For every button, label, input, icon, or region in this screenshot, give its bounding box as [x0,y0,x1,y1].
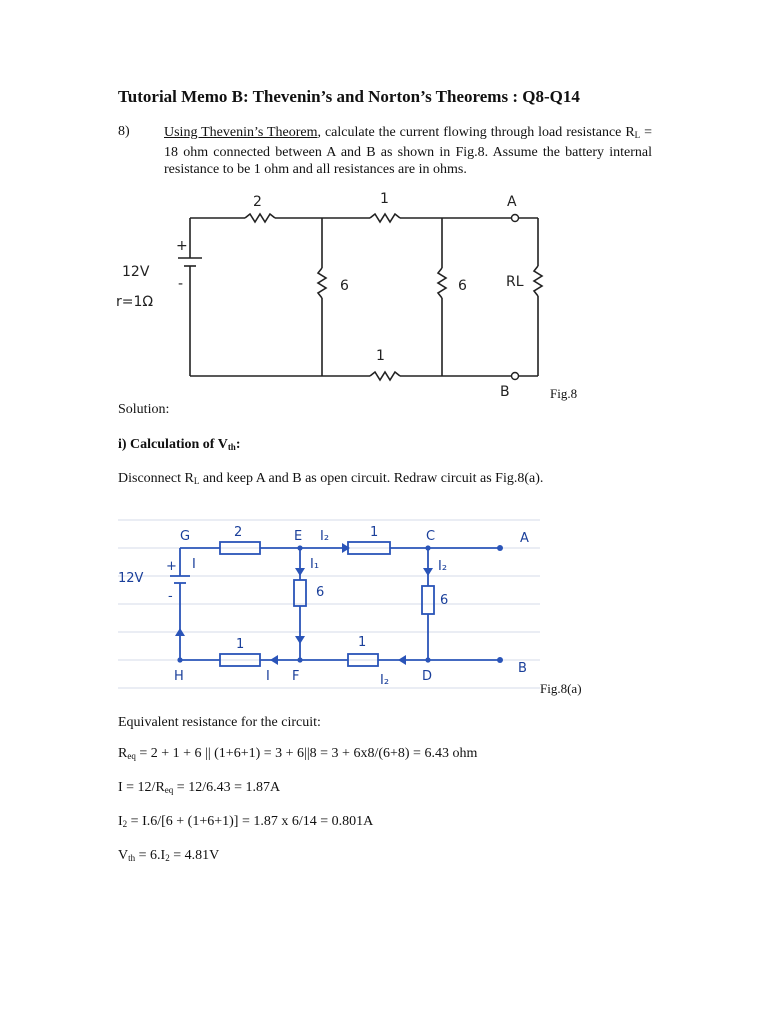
equation-i [118,780,280,796]
equation-vth-rhs: = 4.81V [169,848,220,863]
fig8a-resistor-cd [422,586,434,614]
fig8a-label-b: B [518,661,527,676]
section-heading-suffix: : [235,437,241,452]
fig8a-label-i2-bottom: I₂ [380,673,390,688]
fig8-wires [178,214,542,380]
fig8a-label-6-left: 6 [316,585,325,600]
equation-req-lhs: R [118,746,128,761]
fig8-caption: Fig.8 [550,386,578,401]
disconnect-text-part1: Disconnect R [118,471,194,486]
fig8a-paper-lines [118,520,540,688]
fig8a-label-a: A [520,531,529,546]
question-lead: Using Thevenin’s Theorem [164,125,318,140]
equation-i2-sub: 2 [122,819,128,829]
equation-i-rhs: = 12/6.43 = 1.87A [173,780,281,795]
fig8a-node-e-dot [297,545,302,550]
fig8-resistor-2 [245,214,275,222]
fig8a-terminal-b [497,657,503,663]
section-heading-prefix: i) Calculation of V [118,437,228,452]
equation-req-sub: eq [127,751,136,761]
fig8-resistor-1-top [370,214,400,222]
fig8-label-6-left: 6 [340,278,349,294]
disconnect-instruction [118,471,543,487]
fig8a-battery-minus: - [168,589,173,604]
disconnect-text-part2: and keep A and B as open circuit. Redraw circuit as Fig.8(a). [199,471,544,486]
fig8-resistor-1-bottom [370,372,400,380]
fig8a-resistor-ef [294,580,306,606]
fig8-load-resistor [534,266,542,296]
fig8a-arrow-i1-down [295,636,305,644]
question-text-part1: , calculate the current flowing through load resistance R [317,125,635,140]
fig8a-node-h-dot [177,657,182,662]
fig8-label-1-bottom: 1 [376,348,385,364]
figure-8-circuit [100,188,570,398]
fig8a-battery-voltage: 12V [118,571,144,586]
fig8-label-a: A [507,194,517,210]
fig8a-label-i2-right: I₂ [438,559,448,574]
equation-i2 [118,814,373,830]
fig8a-arrow-i-bottom [270,655,278,665]
fig8-battery-minus: - [178,276,184,292]
equation-vth-sub2: 2 [165,853,170,863]
fig8a-battery-plus: + [166,559,177,574]
fig8-label-b: B [500,384,510,398]
fig8a-label-e: E [294,529,303,544]
fig8a-label-i1: I₁ [310,557,320,572]
fig8-resistor-6-left [318,268,326,298]
fig8a-arrow-i2-right [423,568,433,576]
figure-8a-circuit [118,512,540,692]
section-heading-vth [118,437,241,453]
fig8-resistor-6-right [438,268,446,298]
disconnect-sub-l: L [193,476,200,486]
fig8-label-1-top: 1 [380,191,389,207]
equation-vth-sub: th [128,853,136,863]
fig8-battery-plus: + [176,238,188,254]
fig8-label-rl: RL [506,274,524,290]
equation-vth [118,848,219,864]
equation-vth-mid: = 6.I [135,848,166,863]
fig8-battery-voltage: 12V [122,264,150,280]
fig8a-arrow-i1 [295,568,305,576]
fig8a-label-1-bottom-right: 1 [358,635,367,650]
question-number: 8) [118,124,130,139]
equation-req-rhs: = 2 + 1 + 6 || (1+6+1) = 3 + 6||8 = 3 + 6x8/(6+8) = 6.43 ohm [135,746,478,761]
question-sub-l: L [634,130,641,140]
page-title: Tutorial Memo B: Thevenin’s and Norton’s Theorems : Q8-Q14 [118,87,580,106]
equation-i-sub: eq [164,785,174,795]
fig8a-label-i-bottom: I [266,669,270,684]
fig8a-node-f-dot [297,657,302,662]
fig8a-label-g: G [180,529,191,544]
question-text-part2: = 18 ohm connected between A and B as shown in Fig.8. Assume the battery internal resistance to be 1 ohm and all resistances are in ohms. [164,125,652,177]
equation-i2-rhs: = I.6/[6 + (1+6+1)] = 1.87 x 6/14 = 0.801A [127,814,374,829]
fig8a-label-2: 2 [234,525,243,540]
fig8-terminal-b [512,373,519,380]
section-heading-sub: th [227,442,236,452]
fig8-label-6-right: 6 [458,278,467,294]
fig8a-terminal-a [497,545,503,551]
fig8a-label-1-top: 1 [370,525,379,540]
fig8-terminal-a [512,215,519,222]
equation-req [118,746,477,762]
equation-i2-lhs: I [118,814,123,829]
fig8a-label-i: I [192,557,196,572]
fig8a-label-i2-top: I₂ [320,529,330,544]
equation-i-lhs: I = 12/R [118,780,165,795]
fig8a-arrow-i2-bottom [398,655,406,665]
fig8-internal-resistance: r=1Ω [116,294,154,310]
fig8a-node-d-dot [425,657,430,662]
fig8a-label-d: D [422,669,433,684]
fig8a-node-c-dot [425,545,430,550]
fig8a-label-f: F [292,669,300,684]
fig8a-label-6-right: 6 [440,593,449,608]
fig8a-label-1-bottom-left: 1 [236,637,245,652]
fig8a-caption: Fig.8(a) [540,681,582,696]
solution-label: Solution: [118,402,170,417]
question-text [164,124,652,178]
fig8a-label-c: C [426,529,436,544]
equivalent-resistance-heading: Equivalent resistance for the circuit: [118,715,321,730]
equation-vth-lhs: V [118,848,129,863]
fig8a-label-h: H [174,669,184,684]
fig8-label-2: 2 [253,194,262,210]
